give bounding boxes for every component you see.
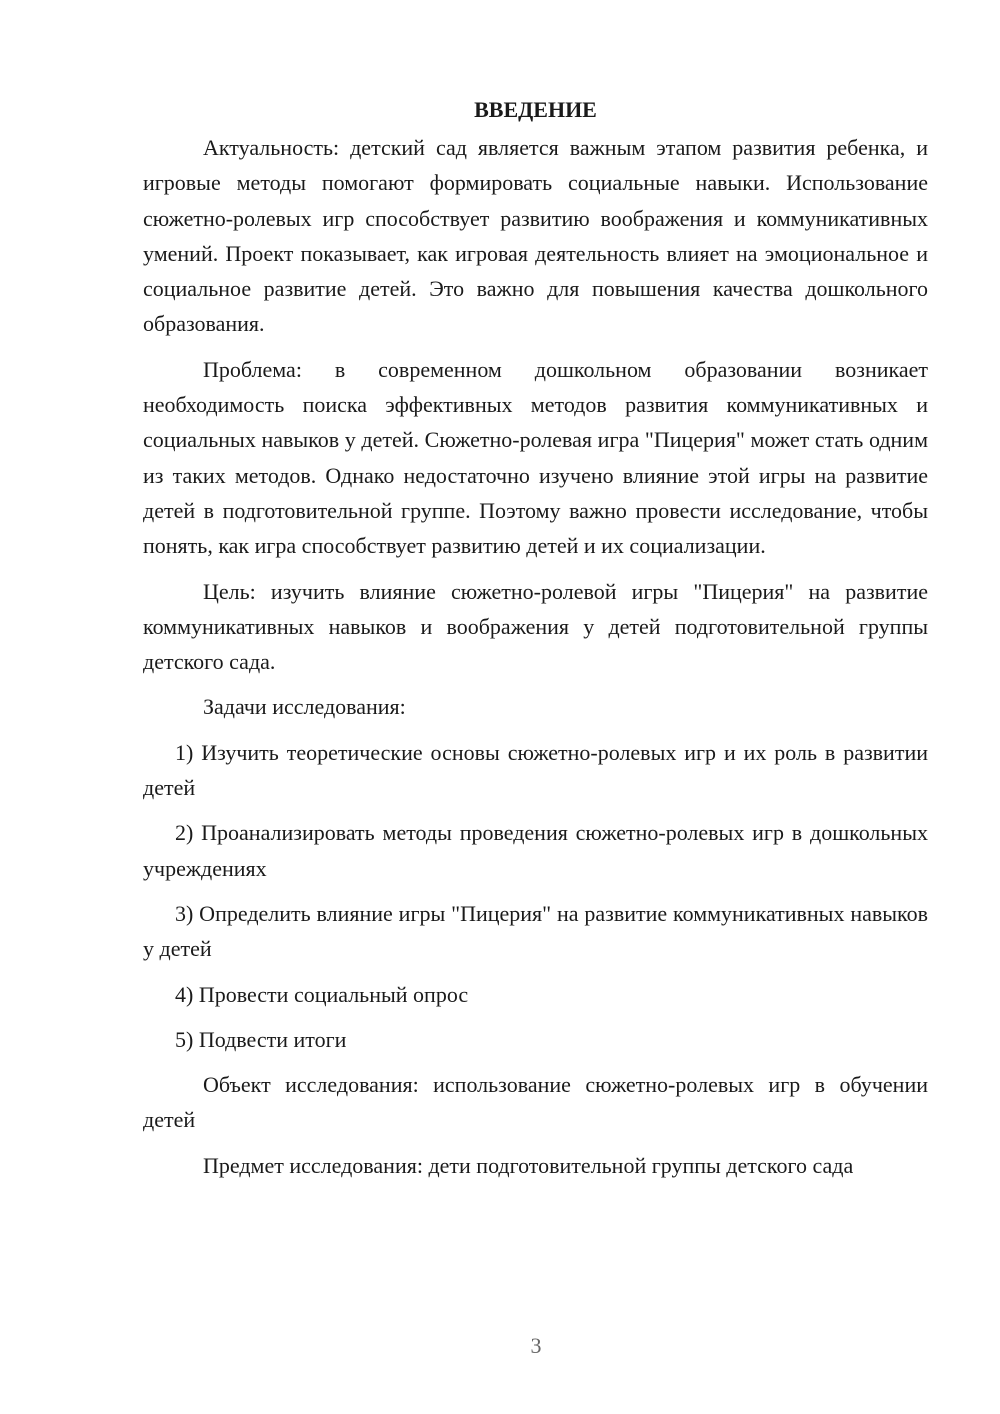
subject-paragraph: Предмет исследования: дети подготовительной группы детского сада [203,1152,854,1178]
list-item: 5) Подвести итоги [175,1026,347,1052]
page-title: ВВЕДЕНИЕ [474,97,597,122]
list-item: 3) Определить влияние игры "Пицерия" на развитие коммуникативных навыков у детей [143,900,928,962]
problem-paragraph: Проблема: в современном дошкольном образовании возникает необходимость поиска эффективных методов развития коммуникативных и социальных навыков у детей. Сюжетно-ролевая игра "Пицерия" может стать одним из таких методов. Однако недостаточно изучено влияние этой игры на развитие детей в подготовительной группе. Поэтому важно провести исследование, чтобы понять, как игра способствует развитию детей и их социализации. [143,356,928,559]
tasks-heading: Задачи исследования: [203,694,406,720]
goal-paragraph: Цель: изучить влияние сюжетно-ролевой игры "Пицерия" на развитие коммуникативных навыков и воображения у детей подготовительной группы детского сада. [143,578,928,675]
tasks-list [143,735,928,1057]
document-page [143,92,928,1193]
list-item: 4) Провести социальный опрос [175,981,469,1007]
list-item: 2) Проанализировать методы проведения сюжетно-ролевых игр в дошкольных учреждениях [143,820,928,881]
relevance-paragraph: Актуальность: детский сад является важным этапом развития ребенка, и игровые методы помогают формировать социальные навыки. Использование сюжетно-ролевых игр способствует развитию воображения и коммуникативных умений. Проект показывает, как игровая деятельность влияет на эмоциональное и социальное развитие детей. Это важно для повышения качества дошкольного образования. [143,135,928,337]
object-paragraph: Объект исследования: использование сюжетно-ролевых игр в обучении детей [143,1072,928,1133]
list-item: 1) Изучить теоретические основы сюжетно-ролевых игр и их роль в развитии детей [143,739,928,801]
page-number: 3 [530,1333,542,1358]
